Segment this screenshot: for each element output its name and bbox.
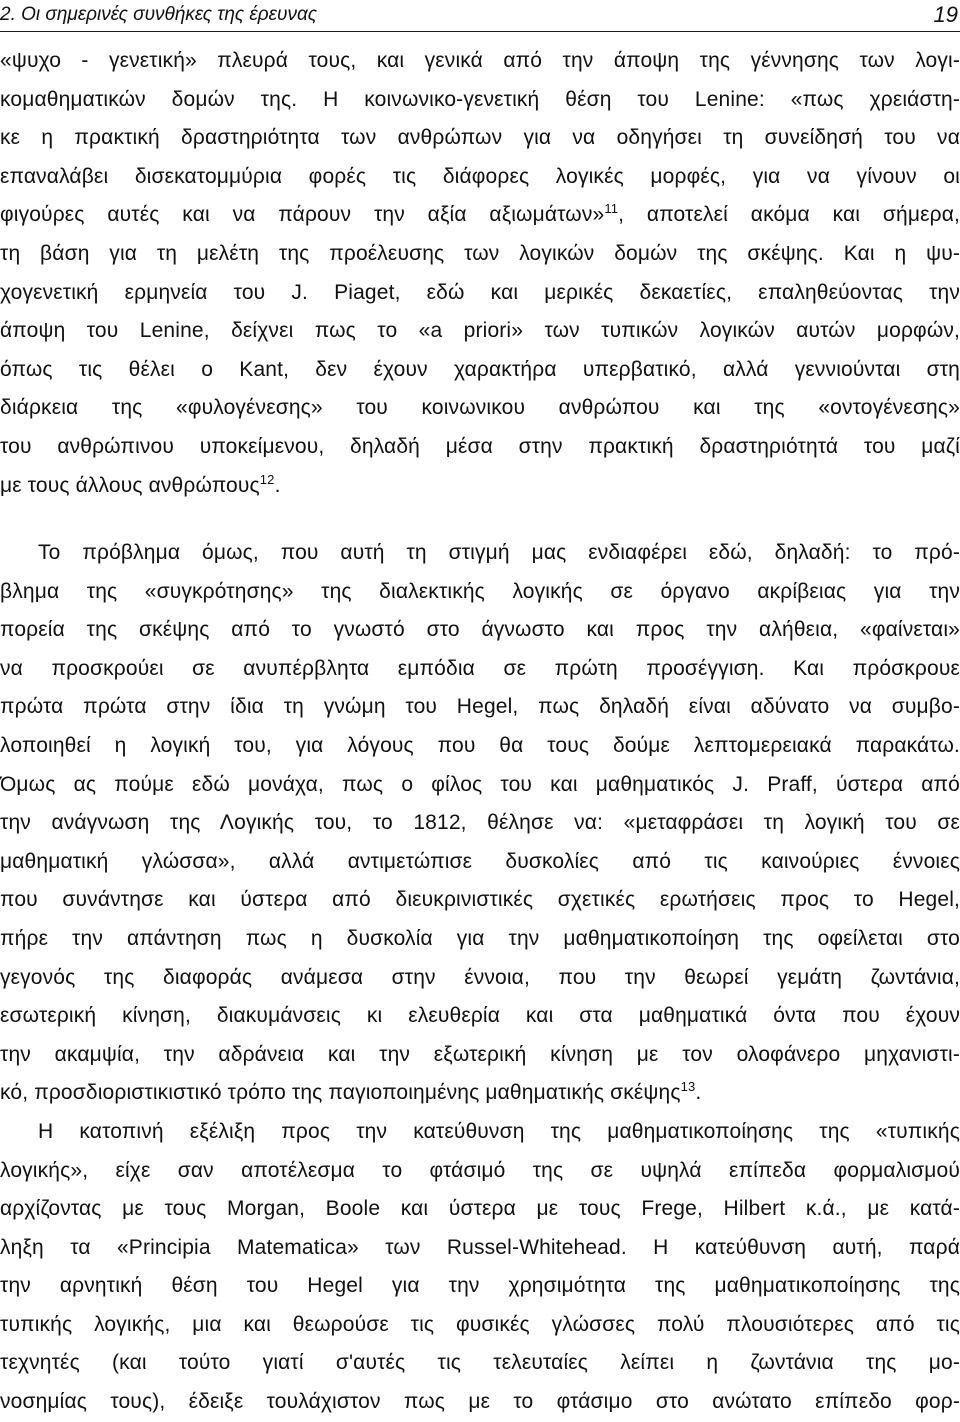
- footnote-marker: 12: [259, 471, 275, 487]
- text-line: ληξη τα «Principia Matematica» των Russel-Whitehead. Η κατεύθυνση αυτή, παρά: [0, 1235, 960, 1259]
- text-line: τυπικής λογικής, μια και θεωρούσε τις φυσικές γλώσσες πολύ πλουσιότερες από τις: [0, 1312, 960, 1336]
- text-line: να προσκρούει σε ανυπέρβλητα εμπόδια σε πρώτη προσέγγιση. Και πρόσκρουε: [0, 656, 960, 680]
- text-segment: .: [274, 473, 281, 497]
- text-line: την αρνητική θέση του Hegel για την χρησιμότητα της μαθηματικοποίησης της: [0, 1274, 960, 1298]
- text-line: πρώτα πρώτα στην ίδια τη γνώμη του Hegel, πως δηλαδή είναι αδύνατο να συμβο-: [0, 695, 960, 719]
- text-line: νοσημίας τους), έδειξε τουλάχιστον πως με το φτάσιμο στο ανώτατο επίπεδο φορ-: [0, 1390, 960, 1414]
- text-segment: , αποτελεί ακόμα και σήμερα,: [618, 203, 960, 227]
- text-line: βλημα της «συγκρότησης» της διαλεκτικής λογικής σε όργανο ακρίβειας για την: [0, 579, 960, 603]
- text-line: γεγονός της διαφοράς ανάμεσα στην έννοια, που την θεωρεί γεμάτη ζωντάνια,: [0, 965, 960, 989]
- text-line: επαναλάβει δισεκατομμύρια φορές τις διάφορες λογικές μορφές, για να γίνουν οι: [0, 164, 960, 188]
- text-segment: με τους άλλους ανθρώπους: [0, 473, 260, 497]
- footnote-marker: 13: [680, 1079, 696, 1095]
- paragraph-1: [0, 42, 960, 505]
- text-line-with-footnote: [0, 467, 960, 506]
- text-line-with-footnote: [0, 196, 960, 235]
- running-header: [0, 2, 960, 28]
- paragraph-3: [0, 1113, 960, 1422]
- text-line: διάρκεια της «φυλογένεσης» του κοινωνικου ανθρώπου και της «οντογένεσης»: [0, 396, 960, 420]
- text-line: εσωτερική κίνηση, διακυμάνσεις κι ελευθερία και στα μαθηματικά όντα που έχουν: [0, 1004, 960, 1028]
- text-line: λοποιηθεί η λογική του, για λόγους που θα τους δούμε λεπτομερειακά παρακάτω.: [0, 733, 960, 757]
- text-line: πήρε την απάντηση πως η δυσκολία για την μαθηματικοποίηση της οφείλεται στο: [0, 926, 960, 950]
- chapter-title: 2. Οι σημερινές συνθήκες της έρευνας: [0, 4, 318, 25]
- text-line: άποψη του Lenine, δείχνει πως το «a priori» των τυπικών λογικών αυτών μορφών,: [0, 319, 960, 343]
- text-line: Το πρόβλημα όμως, που αυτή τη στιγμή μας ενδιαφέρει εδώ, δηλαδή: το πρό-: [38, 541, 960, 564]
- text-line: που συνάντησε και ύστερα από διευκρινιστικές σχετικές ερωτήσεις προς το Hegel,: [0, 888, 960, 912]
- text-line: την ανάγνωση της Λογικής του, το 1812, θέλησε να: «μεταφράσει τη λογική του σε: [0, 811, 960, 835]
- text-line: τη βάση για τη μελέτη της προέλευσης των λογικών δομών της σκέψης. Και η ψυ-: [0, 241, 960, 265]
- text-segment: φιγούρες αυτές και να πάρουν την αξία αξιωμάτων»: [0, 203, 605, 227]
- text-line: πορεία της σκέψης από το γνωστό στο άγνωστο και προς την αλήθεια, «φαίνεται»: [0, 618, 960, 642]
- text-line: την ακαμψία, την αδράνεια και την εξωτερική κίνηση με τον ολοφάνερο μηχανιστι-: [0, 1042, 960, 1066]
- text-line: λογικής», είχε σαν αποτέλεσμα το φτάσιμό της σε υψηλά επίπεδα φορμαλισμού: [0, 1158, 960, 1182]
- text-line: «ψυχο - γενετική» πλευρά τους, και γενικά από την άποψη της γέννησης των λογι-: [0, 49, 960, 72]
- text-line: όπως τις θέλει ο Kant, δεν έχουν χαρακτήρα υπερβατικό, αλλά γεννιούνται στη: [0, 357, 960, 381]
- text-line: χογενετική ερμηνεία του J. Piaget, εδώ και μερικές δεκαετίες, επαληθεύοντας την: [0, 280, 960, 304]
- footnote-marker: 11: [604, 201, 619, 217]
- text-line: τεχνητές (και τούτο γιατί σ'αυτές τις τελευταίες λείπει η ζωντάνια της μο-: [0, 1351, 960, 1375]
- page-number: 19: [933, 2, 958, 27]
- text-line: Όμως ας πούμε εδώ μονάχα, πως ο φίλος του και μαθηματικός J. Praff, ύστερα από: [0, 772, 960, 796]
- text-segment: .: [695, 1081, 702, 1105]
- text-line: κε η πρακτική δραστηριότητα των ανθρώπων για να οδηγήσει τη συνείδησή του να: [0, 126, 960, 150]
- text-line: κομαθηματικών δομών της. Η κοινωνικο-γενετική θέση του Lenine: «πως χρειάστη-: [0, 87, 960, 111]
- text-line-with-footnote: [0, 1074, 960, 1113]
- text-line: του ανθρώπινου υποκείμενου, δηλαδή μέσα στην πρακτική δραστηριότητά του μαζί: [0, 434, 960, 458]
- text-line: μαθηματική γλώσσα», αλλά αντιμετώπισε δυσκολίες από τις καινούριες έννοιες: [0, 849, 960, 873]
- text-line: Η κατοπινή εξέλιξη προς την κατεύθυνση της μαθηματικοποίησης της «τυπικής: [38, 1119, 960, 1143]
- text-block-lower: [0, 534, 960, 1422]
- text-segment: κό, προσδιοριστικιστικό τρόπο της παγιοποιημένης μαθηματικής σκέψης: [0, 1081, 681, 1105]
- header-rule: [0, 31, 960, 32]
- paragraph-2: [0, 534, 960, 1113]
- text-block-upper: [0, 42, 960, 505]
- text-line: αρχίζοντας με τους Morgan, Boole και ύστερα με τους Frege, Hilbert κ.ά., με κατά-: [0, 1197, 960, 1221]
